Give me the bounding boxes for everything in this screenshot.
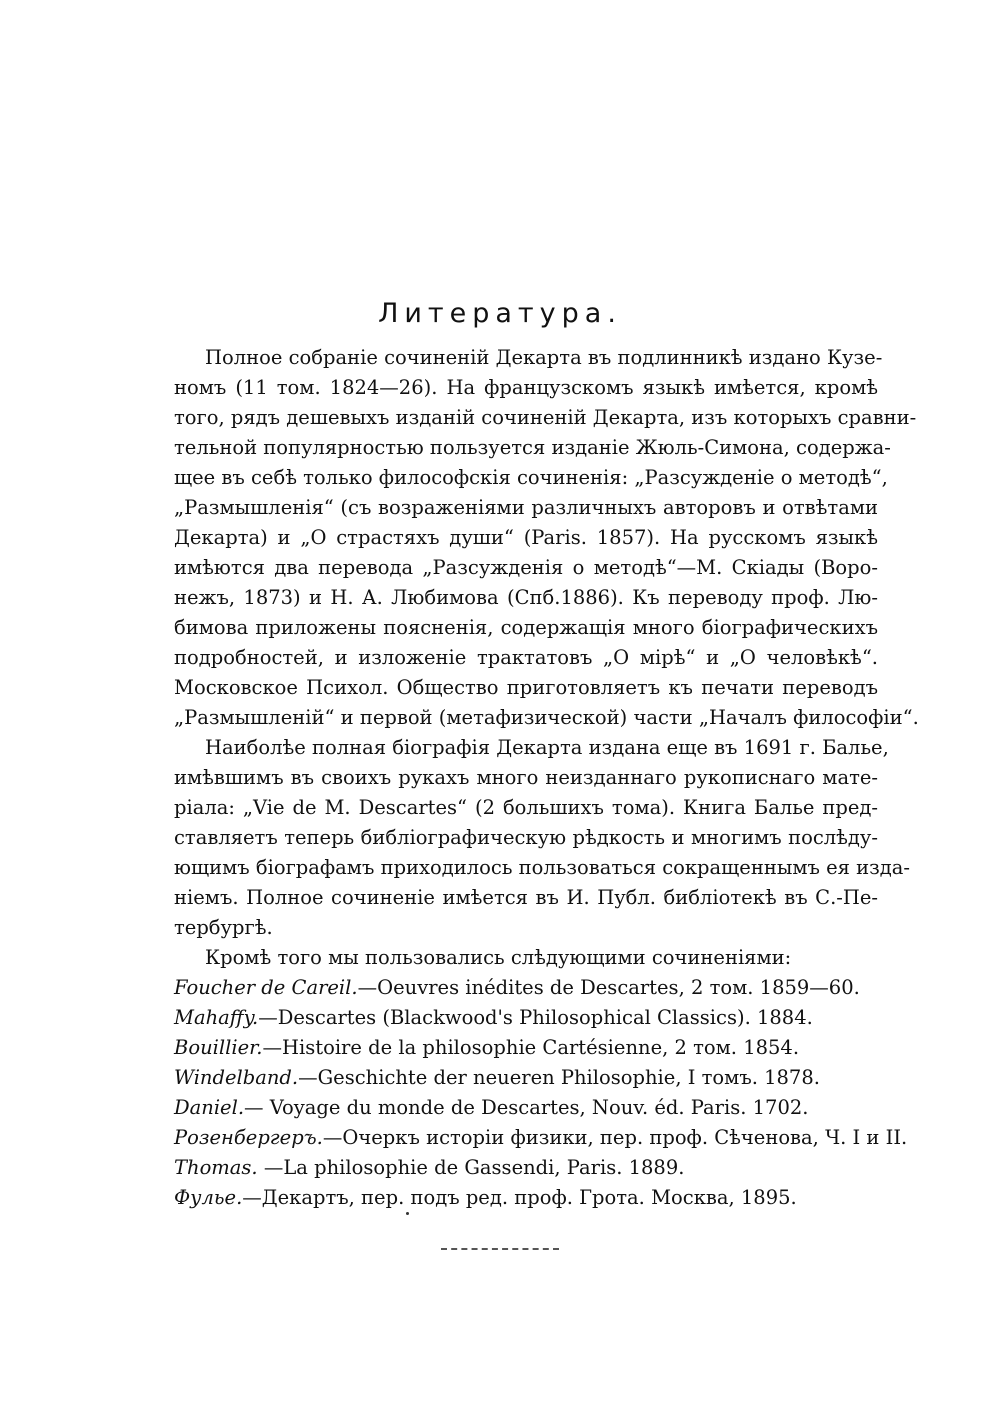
reference-item bbox=[174, 1093, 808, 1123]
reference-author: Windelband. bbox=[174, 1066, 299, 1089]
page-title: Литература. bbox=[378, 298, 622, 329]
paragraph-line: Наиболѣе полная біографія Декарта издана еще въ 1691 г. Балье, bbox=[205, 736, 889, 759]
reference-text: — Voyage du monde de Descartes, Nouv. éd. Paris. 1702. bbox=[244, 1096, 809, 1119]
paragraph-line: ніемъ. Полное сочиненіе имѣется въ И. Публ. библіотекѣ въ С.-Пе- bbox=[174, 886, 878, 909]
paragraph-line: „Размышленія“ (съ возраженіями различныхъ авторовъ и отвѣтами bbox=[174, 496, 878, 519]
paragraph-line: того, рядъ дешевыхъ изданій сочиненій Декарта, изъ которыхъ сравни- bbox=[174, 406, 917, 429]
reference-text: —Geschichte der neueren Philosophie, I томъ. 1878. bbox=[298, 1066, 820, 1089]
paragraph-line: имѣются два перевода „Разсужденія о методѣ“—М. Скіады (Воро- bbox=[174, 556, 878, 579]
reference-author: Bouillier. bbox=[174, 1036, 263, 1059]
paragraph-line: подробностей, и изложеніе трактатовъ „О мірѣ“ и „О человѣкѣ“. bbox=[174, 646, 878, 669]
reference-author: Foucher de Careil. bbox=[174, 976, 358, 999]
paragraph-line: Декарта) и „О страстяхъ души“ (Paris. 1857). На русскомъ языкѣ bbox=[174, 526, 878, 549]
end-divider bbox=[441, 1248, 559, 1250]
reference-author: Thomas. bbox=[174, 1156, 258, 1179]
paragraph-line: Московское Психол. Общество приготовляетъ къ печати переводъ bbox=[174, 676, 878, 699]
reference-text: —Histoire de la philosophie Cartésienne, 2 том. 1854. bbox=[262, 1036, 800, 1059]
reference-text: —Descartes (Blackwood's Philosophical Classics). 1884. bbox=[258, 1006, 813, 1029]
paragraph-line: ющимъ біографамъ приходилось пользоваться сокращеннымъ ея изда- bbox=[174, 856, 911, 879]
reference-text: —Очеркъ исторіи физики, пер. проф. Сѣченова, Ч. I и II. bbox=[322, 1126, 908, 1149]
paragraph-line: щее въ себѣ только философскія сочиненія: „Разсужденіе о методѣ“, bbox=[174, 466, 888, 489]
paragraph-line: имѣвшимъ въ своихъ рукахъ много неизданнаго рукописнаго мате- bbox=[174, 766, 878, 789]
paragraph-line: нежъ, 1873) и Н. А. Любимова (Спб.1886). Къ переводу проф. Лю- bbox=[174, 586, 878, 609]
paragraph-line: ставляетъ теперь библіографическую рѣдкость и многимъ послѣду- bbox=[174, 826, 878, 849]
reference-text: —Декартъ, пер. подъ ред. проф. Грота. Москва, 1895. bbox=[242, 1186, 797, 1209]
reference-text: —La philosophie de Gassendi, Paris. 1889. bbox=[257, 1156, 685, 1179]
paragraph-line: бимова приложены поясненія, содержащія много біографическихъ bbox=[174, 616, 878, 639]
reference-item bbox=[174, 1033, 799, 1063]
paragraph-line: номъ (11 том. 1824—26). На французскомъ языкѣ имѣется, кромѣ bbox=[174, 376, 878, 399]
reference-author: Daniel. bbox=[174, 1096, 245, 1119]
reference-item bbox=[174, 973, 860, 1003]
reference-author: Mahaffy. bbox=[174, 1006, 259, 1029]
reference-item bbox=[174, 1003, 813, 1033]
reference-text: —Oeuvres inédites de Descartes, 2 том. 1859—60. bbox=[357, 976, 860, 999]
reference-item bbox=[174, 1063, 820, 1093]
reference-author: Розенбергеръ. bbox=[174, 1126, 323, 1149]
paragraph-line: ріала: „Vie de M. Descartes“ (2 большихъ тома). Книга Балье пред- bbox=[174, 796, 878, 819]
paragraph-line: тельной популярностью пользуется изданіе Жюль-Симона, содержа- bbox=[174, 436, 891, 459]
paragraph-line: тербургѣ. bbox=[174, 916, 273, 939]
reference-item bbox=[174, 1153, 684, 1183]
paragraph-line: „Размышленій“ и первой (метафизической) части „Началъ философіи“. bbox=[174, 706, 919, 729]
paragraph-line: Полное собраніе сочиненій Декарта въ подлинникѣ издано Кузе- bbox=[205, 346, 883, 369]
reference-item bbox=[174, 1123, 907, 1153]
reference-item bbox=[174, 1183, 797, 1213]
reference-author: Фулье. bbox=[174, 1186, 243, 1209]
references-intro: Кромѣ того мы пользовались слѣдующими сочиненіями: bbox=[205, 946, 792, 969]
print-speck bbox=[406, 1212, 409, 1215]
